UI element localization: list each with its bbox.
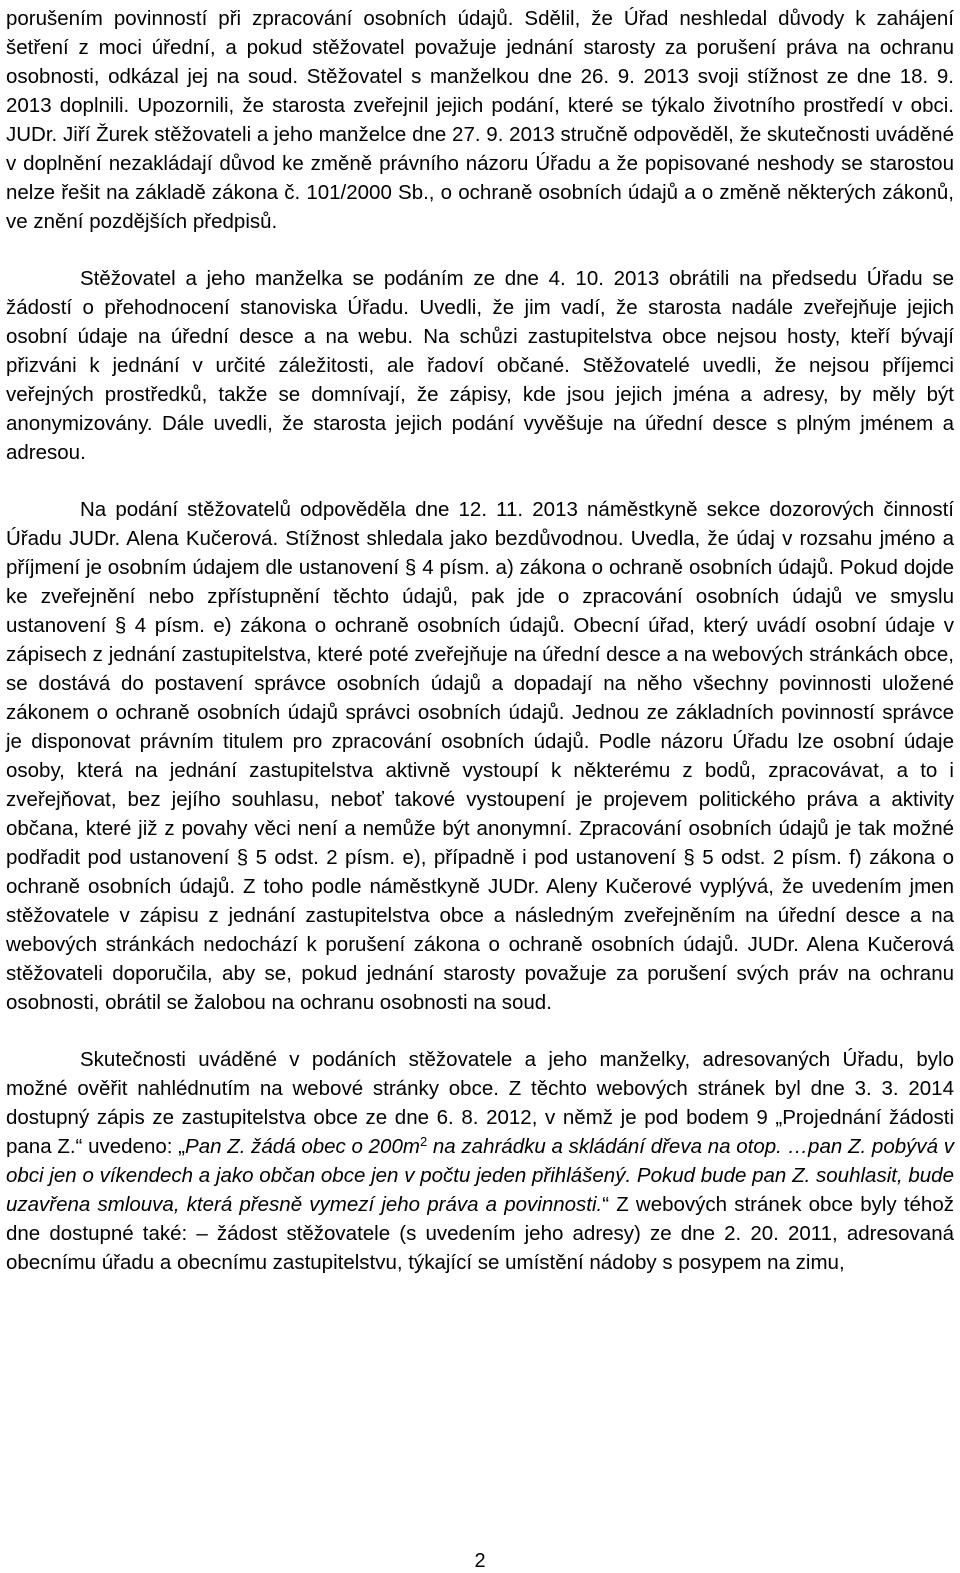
paragraph-4-quote-part-2: na zahrádku a skládání dřeva na otop. …pan Z. pobývá v obci jen o víkendech a jako občan obce jen v počtu jeden přihlášený. Pokud bude pan Z. souhlasit, bude uzavřena smlouva, která přesně vymezí jeho práva a povinnosti. — [6, 1135, 955, 1216]
paragraph-1: porušením povinností při zpracování osobních údajů. Sdělil, že Úřad neshledal důvody k zahájení šetření z moci úřední, a pokud stěžovatel považuje jednání starosty za porušení práva na ochranu osobnosti, odkázal jej na soud. Stěžovatel s manželkou dne 26. 9. 2013 svoji stížnost ze dne 18. 9. 2013 doplnili. Upozornili, že starosta zveřejnil jejich podání, které se týkalo životního prostředí v obci. JUDr. Jiří Žurek stěžovateli a jeho manželce dne 27. 9. 2013 stručně odpověděl, že skutečnosti uváděné v doplnění nezakládají důvod ke změně právního názoru Úřadu a že popisované neshody se starostou nelze řešit na základě zákona č. 101/2000 Sb., o ochraně osobních údajů a o změně některých zákonů, ve znění pozdějších předpisů. — [6, 7, 954, 233]
paragraph-4-superscript: 2 — [419, 1134, 428, 1149]
paragraph-2: Stěžovatel a jeho manželka se podáním ze dne 4. 10. 2013 obrátili na předsedu Úřadu se žádostí o přehodnocení stanoviska Úřadu. Uvedli, že jim vadí, že starosta nadále zveřejňuje jejich osobní údaje na úřední desce a na webu. Na schůzi zastupitelstva obce nejsou hosty, kteří bývají přizváni k jednání v určité záležitosti, ale řadoví občané. Stěžovatelé uvedli, že nejsou příjemci veřejných prostředků, takže se domnívají, že zápisy, kde jsou jejich jména a adresy, by měly být anonymizovány. Dále uvedli, že starosta jejich podání vyvěšuje na úřední desce s plným jménem a adresou. — [6, 267, 954, 464]
paragraph-4-intro: Skutečnosti uváděné v podáních stěžovatele a jeho manželky, adresovaných Úřadu, bylo možné ověřit nahlédnutím na webové stránky obce. Z těchto webových stránek byl dne 3. 3. 2014 dostupný zápis ze zastupitelstva obce ze dne 6. 8. 2012, v němž je pod bodem 9 „Projednání žádosti pana Z.“ uvedeno: „ — [6, 1048, 954, 1158]
paragraph-4-quote-part-1: Pan Z. žádá obec o 200m — [185, 1135, 420, 1158]
document-page — [6, 4, 954, 1305]
page-number: 2 — [474, 1550, 486, 1572]
paragraph-3: Na podání stěžovatelů odpověděla dne 12. 11. 2013 náměstkyně sekce dozorových činností Úřadu JUDr. Alena Kučerová. Stížnost shledala jako bezdůvodnou. Uvedla, že údaj v rozsahu jméno a příjmení je osobním údajem dle ustanovení § 4 písm. a) zákona o ochraně osobních údajů. Pokud dojde ke zveřejnění nebo zpřístupnění těchto údajů, pak jde o zpracování osobních údajů ve smyslu ustanovení § 4 písm. e) zákona o ochraně osobních údajů. Obecní úřad, který uvádí osobní údaje v zápisech z jednání zastupitelstva, které poté zveřejňuje na úřední desce a na webových stránkách obce, se dostává do postavení správce osobních údajů a dopadají na něho všechny povinnosti uložené zákonem o ochraně osobních údajů správci osobních údajů. Jednou ze základních povinností správce je disponovat právním titulem pro zpracování osobních údajů. Podle názoru Úřadu lze osobní údaje osoby, která na jednání zastupitelstva aktivně vystoupí k některému z bodů, zpracovávat, a to i zveřejňovat, bez jejího souhlasu, neboť takové vystoupení je projevem politického práva a aktivity občana, které již z povahy věci není a nemůže být anonymní. Zpracování osobních údajů je tak možné podřadit pod ustanovení § 5 odst. 2 písm. e), případně i pod ustanovení § 5 odst. 2 písm. f) zákona o ochraně osobních údajů. Z toho podle náměstkyně JUDr. Aleny Kučerové vyplývá, že uvedením jmen stěžovatele v zápisu z jednání zastupitelstva obce a následným zveřejněním na úřední desce a na webových stránkách nedochází k porušení zákona o ochraně osobních údajů. JUDr. Alena Kučerová stěžovateli doporučila, aby se, pokud jednání starosty považuje za porušení svých práv na ochranu osobnosti, obrátil se žalobou na ochranu osobnosti na soud. — [6, 498, 954, 1014]
paragraph-4-outro: “ Z webových stránek obce byly téhož dne dostupné také: – žádost stěžovatele (s uvedením jeho adresy) ze dne 2. 20. 2011, adresovaná obecnímu úřadu a obecnímu zastupitelstvu, týkající se umístění nádoby s posypem na zimu, — [6, 1193, 954, 1274]
paragraph-4 — [6, 1045, 954, 1277]
